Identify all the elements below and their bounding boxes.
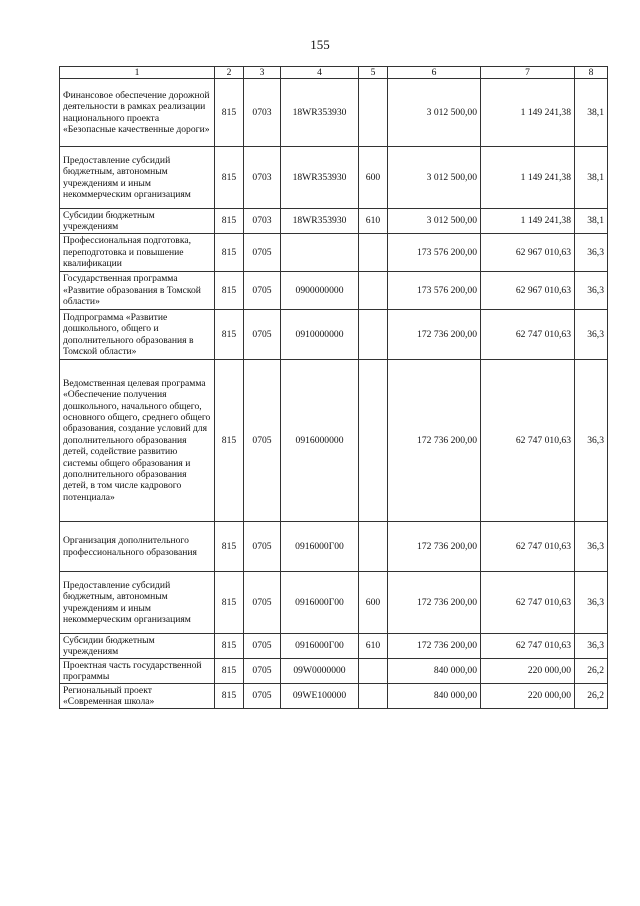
row-code-3: 0705 (244, 522, 281, 572)
row-code-5: 600 (359, 147, 388, 209)
row-value-7: 62 747 010,63 (481, 360, 575, 522)
header-cell: 6 (388, 67, 481, 79)
row-code-4: 0916000Г00 (281, 572, 359, 634)
row-name: Организация дополнительного профессионального образования (60, 522, 215, 572)
row-code-5: 610 (359, 209, 388, 234)
row-value-7: 220 000,00 (481, 684, 575, 709)
row-name: Подпрограмма «Развитие дошкольного, общего и дополнительного образования в Томской области» (60, 310, 215, 360)
row-value-7: 62 967 010,63 (481, 234, 575, 272)
row-value-7: 1 149 241,38 (481, 147, 575, 209)
row-code-2: 815 (215, 572, 244, 634)
table-row (60, 634, 608, 659)
row-code-3: 0705 (244, 272, 281, 310)
row-code-2: 815 (215, 659, 244, 684)
row-code-2: 815 (215, 147, 244, 209)
table-row (60, 522, 608, 572)
row-name: Региональный проект «Современная школа» (60, 684, 215, 709)
table-row (60, 572, 608, 634)
row-code-3: 0703 (244, 79, 281, 147)
row-code-3: 0705 (244, 234, 281, 272)
row-code-5 (359, 684, 388, 709)
row-code-3: 0705 (244, 310, 281, 360)
row-value-7: 1 149 241,38 (481, 79, 575, 147)
row-name: Ведомственная целевая программа «Обеспечение получения дошкольного, начального общего, основного общего, среднего общего образования, создание условий для дополнительного образования детей, содействие развитию системы общего образования и дополнительного образования детей, в том числе кадрового потенциала» (60, 360, 215, 522)
budget-table (59, 66, 608, 709)
row-code-4: 09WE100000 (281, 684, 359, 709)
header-row (60, 67, 608, 79)
row-code-2: 815 (215, 310, 244, 360)
table-row (60, 79, 608, 147)
row-code-5 (359, 522, 388, 572)
row-code-3: 0703 (244, 147, 281, 209)
table-row (60, 209, 608, 234)
header-cell: 2 (215, 67, 244, 79)
row-code-4: 0916000000 (281, 360, 359, 522)
row-code-4: 09W0000000 (281, 659, 359, 684)
row-code-4: 0916000Г00 (281, 634, 359, 659)
table-row (60, 310, 608, 360)
row-code-2: 815 (215, 634, 244, 659)
row-percent: 36,3 (575, 634, 608, 659)
row-name: Государственная программа «Развитие образования в Томской области» (60, 272, 215, 310)
row-name: Профессиональная подготовка, переподготовка и повышение квалификации (60, 234, 215, 272)
row-code-2: 815 (215, 79, 244, 147)
row-value-6: 3 012 500,00 (388, 79, 481, 147)
row-percent: 36,3 (575, 310, 608, 360)
row-percent: 26,2 (575, 684, 608, 709)
row-code-4: 18WR353930 (281, 209, 359, 234)
row-percent: 38,1 (575, 147, 608, 209)
row-name: Субсидии бюджетным учреждениям (60, 209, 215, 234)
row-name: Финансовое обеспечение дорожной деятельности в рамках реализации национального проекта «Безопасные качественные дороги» (60, 79, 215, 147)
table-row (60, 659, 608, 684)
row-code-4: 0900000000 (281, 272, 359, 310)
row-value-7: 62 747 010,63 (481, 572, 575, 634)
row-code-2: 815 (215, 684, 244, 709)
row-code-3: 0705 (244, 634, 281, 659)
header-cell: 3 (244, 67, 281, 79)
row-value-6: 172 736 200,00 (388, 634, 481, 659)
row-code-2: 815 (215, 360, 244, 522)
row-percent: 36,3 (575, 572, 608, 634)
row-value-6: 173 576 200,00 (388, 234, 481, 272)
row-value-6: 173 576 200,00 (388, 272, 481, 310)
row-code-5 (359, 272, 388, 310)
row-code-4: 18WR353930 (281, 147, 359, 209)
row-value-6: 172 736 200,00 (388, 310, 481, 360)
row-code-3: 0705 (244, 572, 281, 634)
row-percent: 36,3 (575, 272, 608, 310)
row-code-5 (359, 310, 388, 360)
row-code-3: 0705 (244, 360, 281, 522)
row-code-5 (359, 360, 388, 522)
row-code-5 (359, 234, 388, 272)
header-cell: 5 (359, 67, 388, 79)
row-code-4 (281, 234, 359, 272)
row-code-2: 815 (215, 272, 244, 310)
row-code-4: 0910000000 (281, 310, 359, 360)
row-percent: 38,1 (575, 79, 608, 147)
row-value-6: 172 736 200,00 (388, 360, 481, 522)
row-code-5: 610 (359, 634, 388, 659)
header-cell: 8 (575, 67, 608, 79)
header-cell: 7 (481, 67, 575, 79)
table-row (60, 684, 608, 709)
row-value-7: 62 967 010,63 (481, 272, 575, 310)
row-value-7: 220 000,00 (481, 659, 575, 684)
row-code-4: 0916000Г00 (281, 522, 359, 572)
row-value-7: 62 747 010,63 (481, 634, 575, 659)
row-percent: 26,2 (575, 659, 608, 684)
row-code-3: 0703 (244, 209, 281, 234)
row-value-6: 840 000,00 (388, 684, 481, 709)
header-cell: 1 (60, 67, 215, 79)
row-code-2: 815 (215, 522, 244, 572)
row-percent: 38,1 (575, 209, 608, 234)
header-cell: 4 (281, 67, 359, 79)
row-code-4: 18WR353930 (281, 79, 359, 147)
row-value-6: 172 736 200,00 (388, 522, 481, 572)
table-row (60, 272, 608, 310)
table-row (60, 360, 608, 522)
row-code-5 (359, 79, 388, 147)
row-name: Проектная часть государственной программы (60, 659, 215, 684)
row-name: Предоставление субсидий бюджетным, автономным учреждениям и иным некоммерческим организациям (60, 572, 215, 634)
row-code-3: 0705 (244, 659, 281, 684)
row-value-6: 3 012 500,00 (388, 209, 481, 234)
row-name: Предоставление субсидий бюджетным, автономным учреждениям и иным некоммерческим организациям (60, 147, 215, 209)
row-code-2: 815 (215, 234, 244, 272)
row-value-7: 62 747 010,63 (481, 310, 575, 360)
row-value-7: 62 747 010,63 (481, 522, 575, 572)
row-name: Субсидии бюджетным учреждениям (60, 634, 215, 659)
row-percent: 36,3 (575, 234, 608, 272)
page-number: 155 (310, 37, 330, 52)
row-code-5 (359, 659, 388, 684)
row-value-6: 840 000,00 (388, 659, 481, 684)
row-value-6: 3 012 500,00 (388, 147, 481, 209)
table-row (60, 234, 608, 272)
row-code-3: 0705 (244, 684, 281, 709)
row-percent: 36,3 (575, 360, 608, 522)
row-value-6: 172 736 200,00 (388, 572, 481, 634)
row-percent: 36,3 (575, 522, 608, 572)
table-row (60, 147, 608, 209)
row-code-5: 600 (359, 572, 388, 634)
row-code-2: 815 (215, 209, 244, 234)
row-value-7: 1 149 241,38 (481, 209, 575, 234)
